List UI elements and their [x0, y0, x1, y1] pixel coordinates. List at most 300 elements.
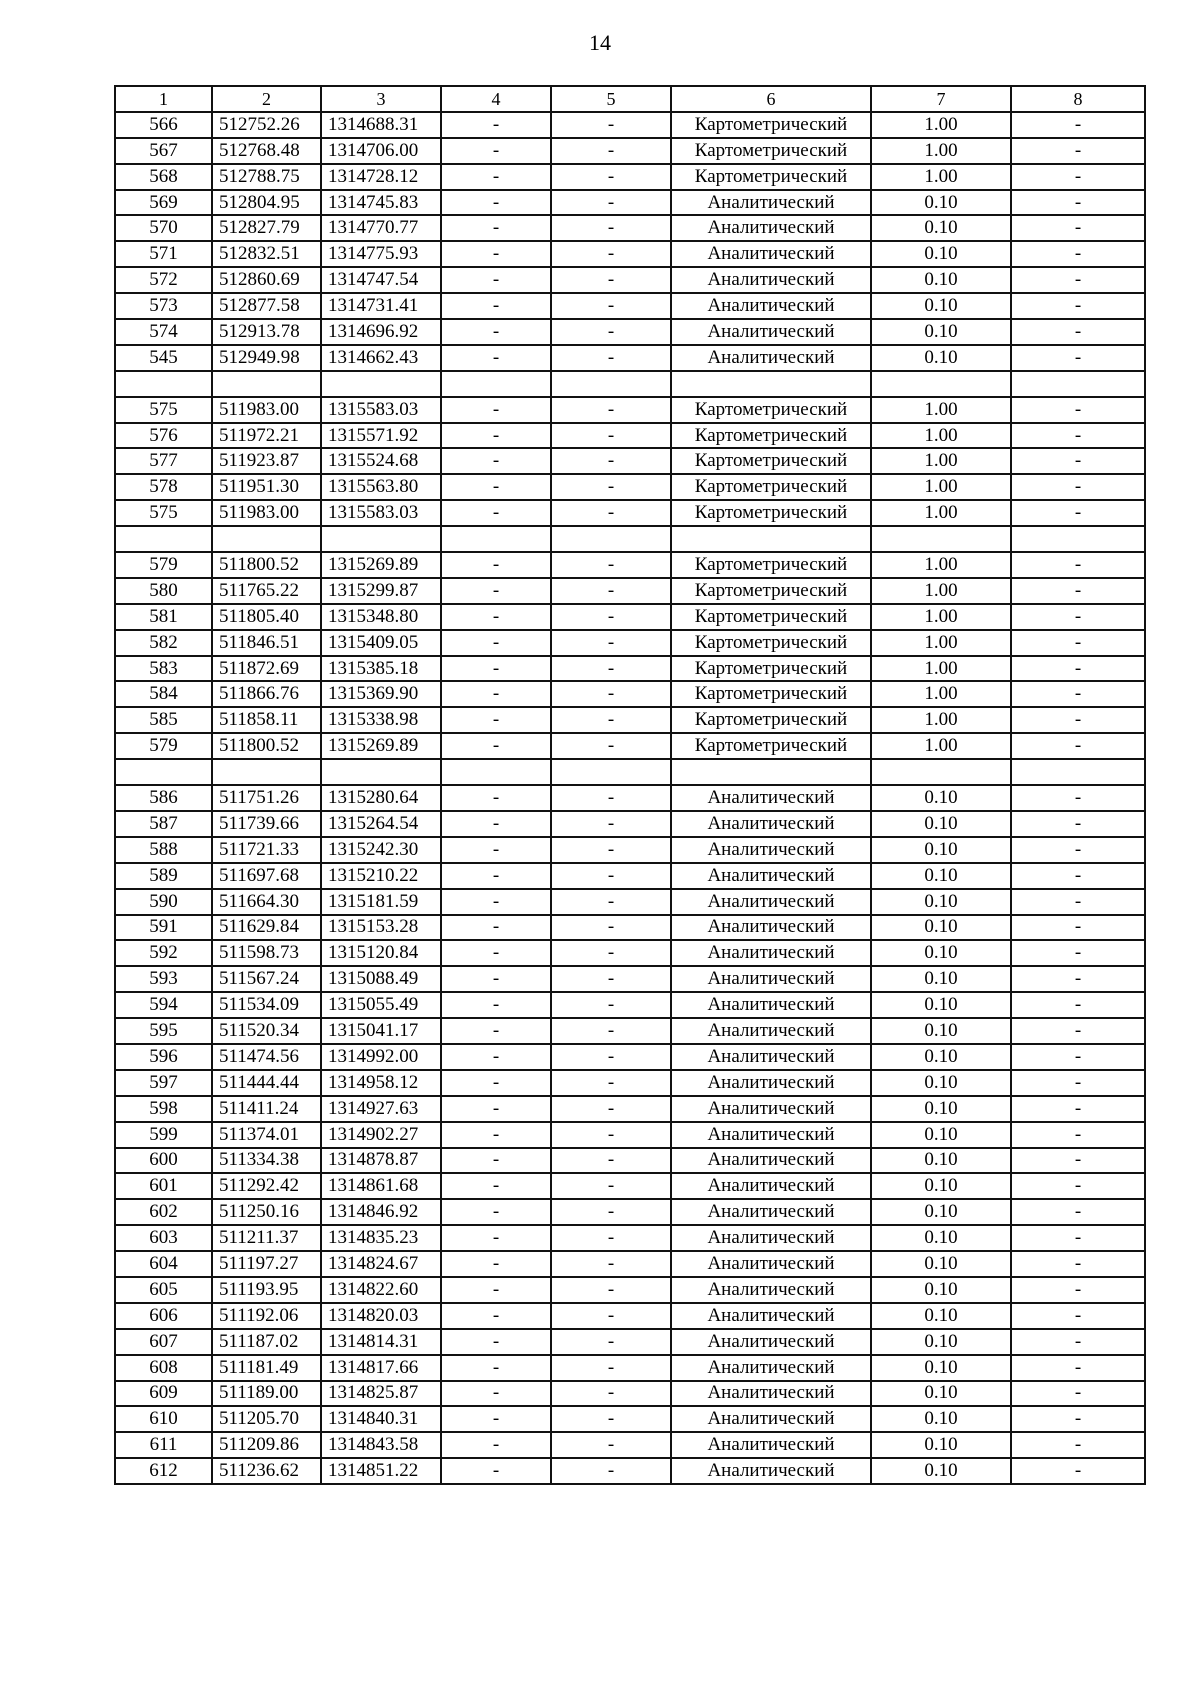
- table-cell-col-7: 1.00: [871, 138, 1011, 164]
- table-cell-col-6: Аналитический: [671, 940, 871, 966]
- table-cell-col-1: 606: [115, 1303, 212, 1329]
- table-cell-col-7: 1.00: [871, 448, 1011, 474]
- table-row: [115, 1355, 1145, 1381]
- table-row: [115, 138, 1145, 164]
- table-cell-col-8: -: [1011, 423, 1145, 449]
- table-cell-col-7: 0.10: [871, 785, 1011, 811]
- table-cell-col-3: 1314728.12: [321, 164, 441, 190]
- table-cell-col-2: 511598.73: [212, 940, 321, 966]
- table-cell-col-7: 0.10: [871, 966, 1011, 992]
- table-cell-col-4: -: [441, 1432, 551, 1458]
- table-cell-col-7: 1.00: [871, 423, 1011, 449]
- table-cell-col-6: Картометрический: [671, 656, 871, 682]
- table-row: [115, 448, 1145, 474]
- table-cell-col-4: -: [441, 267, 551, 293]
- table-cell-col-7: 1.00: [871, 164, 1011, 190]
- table-cell-col-2: 511629.84: [212, 915, 321, 941]
- table-cell-col-5: -: [551, 630, 671, 656]
- table-cell-col-5: -: [551, 1018, 671, 1044]
- table-cell-col-6: [671, 759, 871, 785]
- table-cell-col-6: [671, 371, 871, 397]
- table-cell-col-2: [212, 371, 321, 397]
- table-cell-col-7: 0.10: [871, 1406, 1011, 1432]
- table-cell-col-6: Аналитический: [671, 992, 871, 1018]
- table-cell-col-2: 511972.21: [212, 423, 321, 449]
- table-row: [115, 785, 1145, 811]
- table-cell-col-7: 0.10: [871, 1044, 1011, 1070]
- table-cell-col-4: -: [441, 1381, 551, 1407]
- table-cell-col-1: 583: [115, 656, 212, 682]
- table-cell-col-3: 1314840.31: [321, 1406, 441, 1432]
- table-cell-col-5: -: [551, 1406, 671, 1432]
- table-cell-col-1: 598: [115, 1096, 212, 1122]
- table-row: [115, 1070, 1145, 1096]
- table-cell-col-2: 511334.38: [212, 1148, 321, 1174]
- table-cell-col-6: Аналитический: [671, 1458, 871, 1484]
- table-cell-col-4: -: [441, 293, 551, 319]
- table-cell-col-3: 1314696.92: [321, 319, 441, 345]
- table-cell-col-5: -: [551, 604, 671, 630]
- table-cell-col-1: 589: [115, 863, 212, 889]
- table-cell-col-2: 511411.24: [212, 1096, 321, 1122]
- table-cell-col-2: 511292.42: [212, 1173, 321, 1199]
- column-header-8: 8: [1011, 86, 1145, 112]
- table-cell-col-2: 511983.00: [212, 397, 321, 423]
- table-cell-col-2: 511197.27: [212, 1251, 321, 1277]
- table-cell-col-2: 511721.33: [212, 837, 321, 863]
- table-cell-col-6: Картометрический: [671, 423, 871, 449]
- table-cell-col-7: 0.10: [871, 190, 1011, 216]
- table-cell-col-1: 591: [115, 915, 212, 941]
- table-cell-col-1: 605: [115, 1277, 212, 1303]
- table-cell-col-3: 1315269.89: [321, 552, 441, 578]
- table-cell-col-5: -: [551, 1070, 671, 1096]
- table-cell-col-5: -: [551, 1096, 671, 1122]
- table-cell-col-1: 586: [115, 785, 212, 811]
- table-cell-col-8: -: [1011, 397, 1145, 423]
- table-cell-col-7: [871, 759, 1011, 785]
- table-cell-col-6: Картометрический: [671, 707, 871, 733]
- table-cell-col-4: -: [441, 164, 551, 190]
- table-cell-col-4: -: [441, 604, 551, 630]
- table-cell-col-3: [321, 526, 441, 552]
- table-cell-col-4: -: [441, 681, 551, 707]
- table-cell-col-6: Аналитический: [671, 1251, 871, 1277]
- table-cell-col-5: -: [551, 397, 671, 423]
- table-cell-col-6: Аналитический: [671, 345, 871, 371]
- table-cell-col-8: -: [1011, 474, 1145, 500]
- table-cell-col-5: -: [551, 837, 671, 863]
- table-cell-col-1: 609: [115, 1381, 212, 1407]
- table-cell-col-3: 1315563.80: [321, 474, 441, 500]
- table-cell-col-1: 576: [115, 423, 212, 449]
- table-cell-col-7: 0.10: [871, 1173, 1011, 1199]
- table-cell-col-5: -: [551, 1329, 671, 1355]
- table-cell-col-8: [1011, 526, 1145, 552]
- table-cell-col-1: 567: [115, 138, 212, 164]
- page-number: 14: [589, 30, 611, 55]
- table-cell-col-2: 512860.69: [212, 267, 321, 293]
- table-cell-col-8: [1011, 759, 1145, 785]
- table-row: [115, 733, 1145, 759]
- table-cell-col-3: 1314846.92: [321, 1199, 441, 1225]
- table-cell-col-4: -: [441, 345, 551, 371]
- table-cell-col-2: 511444.44: [212, 1070, 321, 1096]
- table-cell-col-4: -: [441, 215, 551, 241]
- table-cell-col-8: -: [1011, 1096, 1145, 1122]
- table-cell-col-6: Аналитический: [671, 1148, 871, 1174]
- table-row: [115, 500, 1145, 526]
- table-cell-col-4: -: [441, 190, 551, 216]
- table-cell-col-3: [321, 759, 441, 785]
- table-cell-col-5: -: [551, 267, 671, 293]
- table-cell-col-1: 573: [115, 293, 212, 319]
- table-cell-col-8: -: [1011, 1018, 1145, 1044]
- table-cell-col-8: -: [1011, 1148, 1145, 1174]
- table-cell-col-5: -: [551, 1044, 671, 1070]
- table-row: [115, 1044, 1145, 1070]
- table-cell-col-8: -: [1011, 1277, 1145, 1303]
- table-cell-col-5: -: [551, 1148, 671, 1174]
- table-cell-col-1: [115, 759, 212, 785]
- table-cell-col-1: 593: [115, 966, 212, 992]
- table-cell-col-3: 1314706.00: [321, 138, 441, 164]
- table-cell-col-4: -: [441, 915, 551, 941]
- table-cell-col-5: -: [551, 785, 671, 811]
- table-cell-col-5: -: [551, 733, 671, 759]
- table-cell-col-8: -: [1011, 733, 1145, 759]
- table-cell-col-6: Картометрический: [671, 552, 871, 578]
- table-cell-col-5: [551, 526, 671, 552]
- table-cell-col-6: Аналитический: [671, 915, 871, 941]
- table-cell-col-1: [115, 371, 212, 397]
- table-cell-col-1: 572: [115, 267, 212, 293]
- table-cell-col-3: 1315348.80: [321, 604, 441, 630]
- table-cell-col-3: 1315583.03: [321, 500, 441, 526]
- table-row: [115, 241, 1145, 267]
- table-cell-col-4: -: [441, 1251, 551, 1277]
- table-cell-col-8: -: [1011, 707, 1145, 733]
- table-cell-col-1: 569: [115, 190, 212, 216]
- table-cell-col-4: -: [441, 1303, 551, 1329]
- table-row: [115, 656, 1145, 682]
- table-cell-col-6: Картометрический: [671, 448, 871, 474]
- table-cell-col-3: 1315055.49: [321, 992, 441, 1018]
- table-cell-col-1: 603: [115, 1225, 212, 1251]
- table-cell-col-4: -: [441, 1018, 551, 1044]
- table-cell-col-7: 1.00: [871, 656, 1011, 682]
- table-cell-col-5: -: [551, 1199, 671, 1225]
- separator-row: [115, 371, 1145, 397]
- table-cell-col-2: 512913.78: [212, 319, 321, 345]
- table-cell-col-2: 512827.79: [212, 215, 321, 241]
- table-row: [115, 1225, 1145, 1251]
- table-cell-col-5: -: [551, 319, 671, 345]
- table-row: [115, 1122, 1145, 1148]
- table-row: [115, 604, 1145, 630]
- table-row: [115, 267, 1145, 293]
- table-cell-col-8: -: [1011, 811, 1145, 837]
- table-cell-col-6: Аналитический: [671, 863, 871, 889]
- table-cell-col-8: -: [1011, 837, 1145, 863]
- table-cell-col-2: 512832.51: [212, 241, 321, 267]
- table-cell-col-2: 511872.69: [212, 656, 321, 682]
- separator-row: [115, 759, 1145, 785]
- table-row: [115, 992, 1145, 1018]
- table-cell-col-4: -: [441, 707, 551, 733]
- table-cell-col-1: 607: [115, 1329, 212, 1355]
- table-cell-col-5: -: [551, 915, 671, 941]
- table-cell-col-6: Аналитический: [671, 811, 871, 837]
- table-cell-col-3: 1314688.31: [321, 112, 441, 138]
- table-cell-col-2: 511209.86: [212, 1432, 321, 1458]
- table-row: [115, 1173, 1145, 1199]
- table-cell-col-4: -: [441, 1329, 551, 1355]
- table-cell-col-8: -: [1011, 863, 1145, 889]
- table-header-row: [115, 86, 1145, 112]
- table-cell-col-2: 511189.00: [212, 1381, 321, 1407]
- table-cell-col-8: -: [1011, 241, 1145, 267]
- table-cell-col-8: -: [1011, 215, 1145, 241]
- table-row: [115, 1277, 1145, 1303]
- table-cell-col-2: 511664.30: [212, 889, 321, 915]
- table-cell-col-8: -: [1011, 345, 1145, 371]
- table-cell-col-4: -: [441, 966, 551, 992]
- table-row: [115, 915, 1145, 941]
- table-cell-col-8: -: [1011, 992, 1145, 1018]
- table-cell-col-5: -: [551, 1458, 671, 1484]
- table-cell-col-1: 612: [115, 1458, 212, 1484]
- table-cell-col-4: -: [441, 1355, 551, 1381]
- table-cell-col-6: Аналитический: [671, 215, 871, 241]
- table-cell-col-3: 1314822.60: [321, 1277, 441, 1303]
- table-cell-col-4: -: [441, 656, 551, 682]
- table-cell-col-4: -: [441, 811, 551, 837]
- table-cell-col-4: -: [441, 1070, 551, 1096]
- table-cell-col-6: Аналитический: [671, 1096, 871, 1122]
- table-cell-col-6: Аналитический: [671, 241, 871, 267]
- table-cell-col-5: -: [551, 707, 671, 733]
- table-cell-col-7: 0.10: [871, 992, 1011, 1018]
- table-row: [115, 707, 1145, 733]
- table-cell-col-3: 1315280.64: [321, 785, 441, 811]
- table-cell-col-1: 610: [115, 1406, 212, 1432]
- table-cell-col-7: 1.00: [871, 397, 1011, 423]
- table-cell-col-6: Аналитический: [671, 1199, 871, 1225]
- table-cell-col-5: [551, 371, 671, 397]
- table-cell-col-1: 575: [115, 397, 212, 423]
- table-cell-col-2: 511211.37: [212, 1225, 321, 1251]
- table-cell-col-4: -: [441, 889, 551, 915]
- table-cell-col-1: 581: [115, 604, 212, 630]
- table-cell-col-3: 1315269.89: [321, 733, 441, 759]
- table-cell-col-4: -: [441, 241, 551, 267]
- table-cell-col-6: Аналитический: [671, 1018, 871, 1044]
- separator-row: [115, 526, 1145, 552]
- table-cell-col-3: 1314835.23: [321, 1225, 441, 1251]
- table-cell-col-1: 594: [115, 992, 212, 1018]
- table-cell-col-4: -: [441, 785, 551, 811]
- table-cell-col-2: 511858.11: [212, 707, 321, 733]
- table-cell-col-6: Аналитический: [671, 1173, 871, 1199]
- table-row: [115, 1381, 1145, 1407]
- table-cell-col-1: 600: [115, 1148, 212, 1174]
- table-cell-col-2: 511250.16: [212, 1199, 321, 1225]
- table-cell-col-6: Аналитический: [671, 1277, 871, 1303]
- table-cell-col-3: 1314927.63: [321, 1096, 441, 1122]
- table-row: [115, 1329, 1145, 1355]
- table-cell-col-3: 1315385.18: [321, 656, 441, 682]
- table-cell-col-8: -: [1011, 656, 1145, 682]
- table-cell-col-7: 1.00: [871, 552, 1011, 578]
- table-cell-col-4: -: [441, 1225, 551, 1251]
- table-cell-col-1: 599: [115, 1122, 212, 1148]
- table-cell-col-7: 0.10: [871, 1251, 1011, 1277]
- table-cell-col-8: -: [1011, 448, 1145, 474]
- table-cell-col-6: Картометрический: [671, 681, 871, 707]
- table-row: [115, 112, 1145, 138]
- table-cell-col-8: -: [1011, 1406, 1145, 1432]
- table-cell-col-6: Аналитический: [671, 1225, 871, 1251]
- table-cell-col-8: -: [1011, 1458, 1145, 1484]
- column-header-7: 7: [871, 86, 1011, 112]
- table-cell-col-4: -: [441, 1096, 551, 1122]
- table-row: [115, 423, 1145, 449]
- table-row: [115, 474, 1145, 500]
- table-cell-col-3: 1314747.54: [321, 267, 441, 293]
- table-cell-col-3: 1315409.05: [321, 630, 441, 656]
- table-cell-col-5: -: [551, 164, 671, 190]
- table-cell-col-5: -: [551, 656, 671, 682]
- table-cell-col-6: Аналитический: [671, 1329, 871, 1355]
- table-cell-col-6: Аналитический: [671, 889, 871, 915]
- table-cell-col-2: 511567.24: [212, 966, 321, 992]
- table-cell-col-8: -: [1011, 552, 1145, 578]
- table-cell-col-3: 1315264.54: [321, 811, 441, 837]
- table-cell-col-6: Аналитический: [671, 1070, 871, 1096]
- table-row: [115, 1406, 1145, 1432]
- table-cell-col-6: Картометрический: [671, 112, 871, 138]
- table-cell-col-1: 601: [115, 1173, 212, 1199]
- table-cell-col-3: 1314814.31: [321, 1329, 441, 1355]
- table-cell-col-4: -: [441, 1173, 551, 1199]
- table-cell-col-2: 511983.00: [212, 500, 321, 526]
- table-cell-col-7: 0.10: [871, 345, 1011, 371]
- table-cell-col-8: -: [1011, 1381, 1145, 1407]
- table-row: [115, 190, 1145, 216]
- table-cell-col-2: 511951.30: [212, 474, 321, 500]
- table-row: [115, 940, 1145, 966]
- table-cell-col-5: -: [551, 112, 671, 138]
- table-cell-col-4: -: [441, 578, 551, 604]
- table-cell-col-3: 1314902.27: [321, 1122, 441, 1148]
- table-cell-col-3: 1315338.98: [321, 707, 441, 733]
- table-cell-col-2: 511187.02: [212, 1329, 321, 1355]
- table-cell-col-1: 597: [115, 1070, 212, 1096]
- table-cell-col-8: -: [1011, 785, 1145, 811]
- table-cell-col-5: -: [551, 345, 671, 371]
- table-cell-col-6: Картометрический: [671, 733, 871, 759]
- table-cell-col-7: 0.10: [871, 1096, 1011, 1122]
- table-cell-col-7: 0.10: [871, 1277, 1011, 1303]
- table-cell-col-8: -: [1011, 1251, 1145, 1277]
- table-cell-col-7: 0.10: [871, 1199, 1011, 1225]
- table-cell-col-3: 1314824.67: [321, 1251, 441, 1277]
- table-cell-col-7: 0.10: [871, 267, 1011, 293]
- table-cell-col-5: -: [551, 1355, 671, 1381]
- table-cell-col-4: -: [441, 1122, 551, 1148]
- table-cell-col-8: -: [1011, 190, 1145, 216]
- table-cell-col-3: 1314878.87: [321, 1148, 441, 1174]
- table-cell-col-4: -: [441, 733, 551, 759]
- table-cell-col-2: [212, 526, 321, 552]
- table-cell-col-6: Картометрический: [671, 604, 871, 630]
- table-cell-col-7: 0.10: [871, 241, 1011, 267]
- table-cell-col-6: Аналитический: [671, 1381, 871, 1407]
- table-cell-col-8: -: [1011, 1225, 1145, 1251]
- table-cell-col-5: -: [551, 992, 671, 1018]
- table-cell-col-5: -: [551, 1173, 671, 1199]
- table-cell-col-5: -: [551, 811, 671, 837]
- coordinates-table: [114, 85, 1146, 1485]
- table-cell-col-3: 1315242.30: [321, 837, 441, 863]
- table-cell-col-7: 1.00: [871, 681, 1011, 707]
- table-row: [115, 837, 1145, 863]
- table-cell-col-1: [115, 526, 212, 552]
- table-cell-col-8: -: [1011, 1122, 1145, 1148]
- table-cell-col-6: Аналитический: [671, 1406, 871, 1432]
- table-cell-col-5: -: [551, 552, 671, 578]
- table-cell-col-5: -: [551, 138, 671, 164]
- table-cell-col-2: 512949.98: [212, 345, 321, 371]
- table-row: [115, 1096, 1145, 1122]
- table-cell-col-8: -: [1011, 293, 1145, 319]
- table-cell-col-1: 571: [115, 241, 212, 267]
- table-cell-col-3: 1314992.00: [321, 1044, 441, 1070]
- table-cell-col-2: 511765.22: [212, 578, 321, 604]
- table-cell-col-7: 0.10: [871, 1381, 1011, 1407]
- table-cell-col-3: 1314843.58: [321, 1432, 441, 1458]
- table-cell-col-8: -: [1011, 500, 1145, 526]
- table-cell-col-4: -: [441, 500, 551, 526]
- table-cell-col-4: -: [441, 423, 551, 449]
- table-cell-col-2: 511739.66: [212, 811, 321, 837]
- table-cell-col-7: 0.10: [871, 1329, 1011, 1355]
- table-cell-col-5: -: [551, 500, 671, 526]
- table-cell-col-4: -: [441, 863, 551, 889]
- table-cell-col-2: 511181.49: [212, 1355, 321, 1381]
- table-cell-col-5: -: [551, 293, 671, 319]
- table-row: [115, 164, 1145, 190]
- table-cell-col-8: -: [1011, 1044, 1145, 1070]
- table-cell-col-8: -: [1011, 1432, 1145, 1458]
- table-cell-col-6: Аналитический: [671, 1432, 871, 1458]
- table-cell-col-8: -: [1011, 604, 1145, 630]
- table-cell-col-1: 611: [115, 1432, 212, 1458]
- table-cell-col-1: 578: [115, 474, 212, 500]
- table-cell-col-3: 1314745.83: [321, 190, 441, 216]
- table-cell-col-3: 1314770.77: [321, 215, 441, 241]
- table-cell-col-3: 1314820.03: [321, 1303, 441, 1329]
- table-cell-col-5: -: [551, 448, 671, 474]
- table-cell-col-2: 511923.87: [212, 448, 321, 474]
- column-header-3: 3: [321, 86, 441, 112]
- table-cell-col-6: [671, 526, 871, 552]
- table-cell-col-6: Картометрический: [671, 138, 871, 164]
- table-cell-col-4: -: [441, 992, 551, 1018]
- table-row: [115, 1199, 1145, 1225]
- table-cell-col-2: 511805.40: [212, 604, 321, 630]
